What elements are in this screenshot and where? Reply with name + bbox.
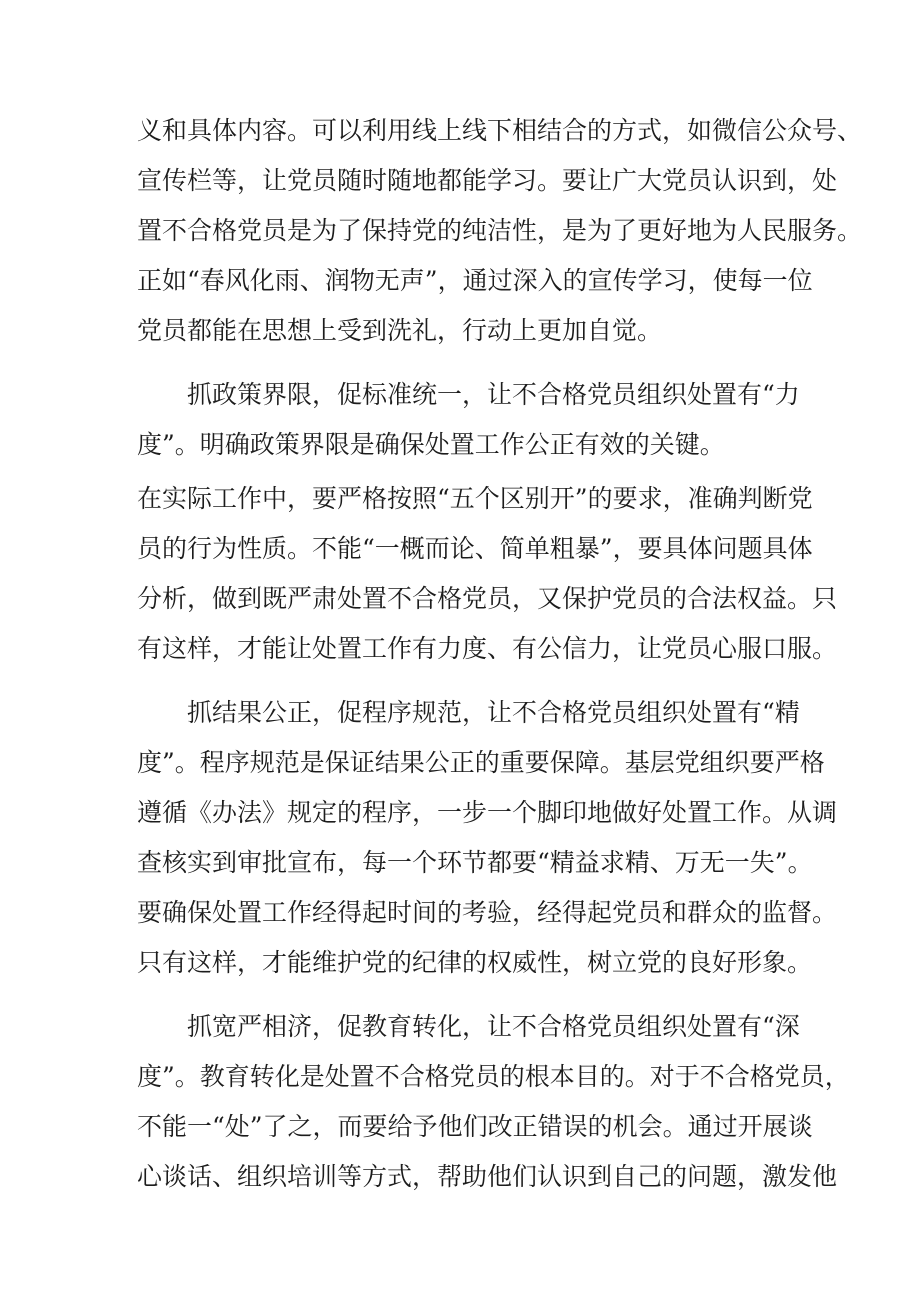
text-line: 不能一“处”了之，而要给予他们改正错误的机会。通过开展谈 <box>137 1112 813 1141</box>
text-line: 正如“春风化雨、润物无声”，通过深入的宣传学习，使每一位 <box>137 266 813 295</box>
text-line: 心谈话、组织培训等方式，帮助他们认识到自己的问题，激发他 <box>137 1162 838 1191</box>
text-line: 只有这样，才能维护党的纪律的权威性，树立党的良好形象。 <box>137 948 813 977</box>
paragraph-2 <box>137 370 800 470</box>
text-line: 抓结果公正，促程序规范，让不合格党员组织处置有“精 <box>187 698 800 727</box>
text-line: 分析，做到既严肃处置不合格党员，又保护党员的合法权益。只 <box>137 584 838 613</box>
text-line: 度”。教育转化是处置不合格党员的根本目的。对于不合格党员， <box>137 1062 850 1091</box>
text-line: 有这样，才能让处置工作有力度、有公信力，让党员心服口服。 <box>137 634 838 663</box>
text-line: 要确保处置工作经得起时间的考验，经得起党员和群众的监督。 <box>137 898 838 927</box>
text-line: 党员都能在思想上受到洗礼，行动上更加自觉。 <box>137 316 663 345</box>
paragraph-3 <box>137 474 838 674</box>
paragraph-1 <box>137 106 863 356</box>
text-line: 抓宽严相济，促教育转化，让不合格党员组织处置有“深 <box>187 1012 800 1041</box>
document-body <box>137 106 863 1202</box>
paragraph-5 <box>137 1002 850 1202</box>
text-line: 查核实到审批宣布，每一个环节都要“精益求精、万无一失”。 <box>137 848 813 877</box>
text-line: 在实际工作中，要严格按照“五个区别开”的要求，准确判断党 <box>137 484 813 513</box>
paragraph-4 <box>137 688 838 988</box>
text-line: 义和具体内容。可以利用线上线下相结合的方式，如微信公众号、 <box>137 116 863 145</box>
text-line: 遵循《办法》规定的程序，一步一个脚印地做好处置工作。从调 <box>137 798 838 827</box>
text-line: 度”。明确政策界限是确保处置工作公正有效的关键。 <box>137 430 725 459</box>
text-line: 宣传栏等，让党员随时随地都能学习。要让广大党员认识到，处 <box>137 166 838 195</box>
text-line: 置不合格党员是为了保持党的纯洁性，是为了更好地为人民服务。 <box>137 216 863 245</box>
text-line: 抓政策界限，促标准统一，让不合格党员组织处置有“力 <box>187 380 800 409</box>
text-line: 度”。程序规范是保证结果公正的重要保障。基层党组织要严格 <box>137 748 825 777</box>
text-line: 员的行为性质。不能“一概而论、简单粗暴”，要具体问题具体 <box>137 534 813 563</box>
